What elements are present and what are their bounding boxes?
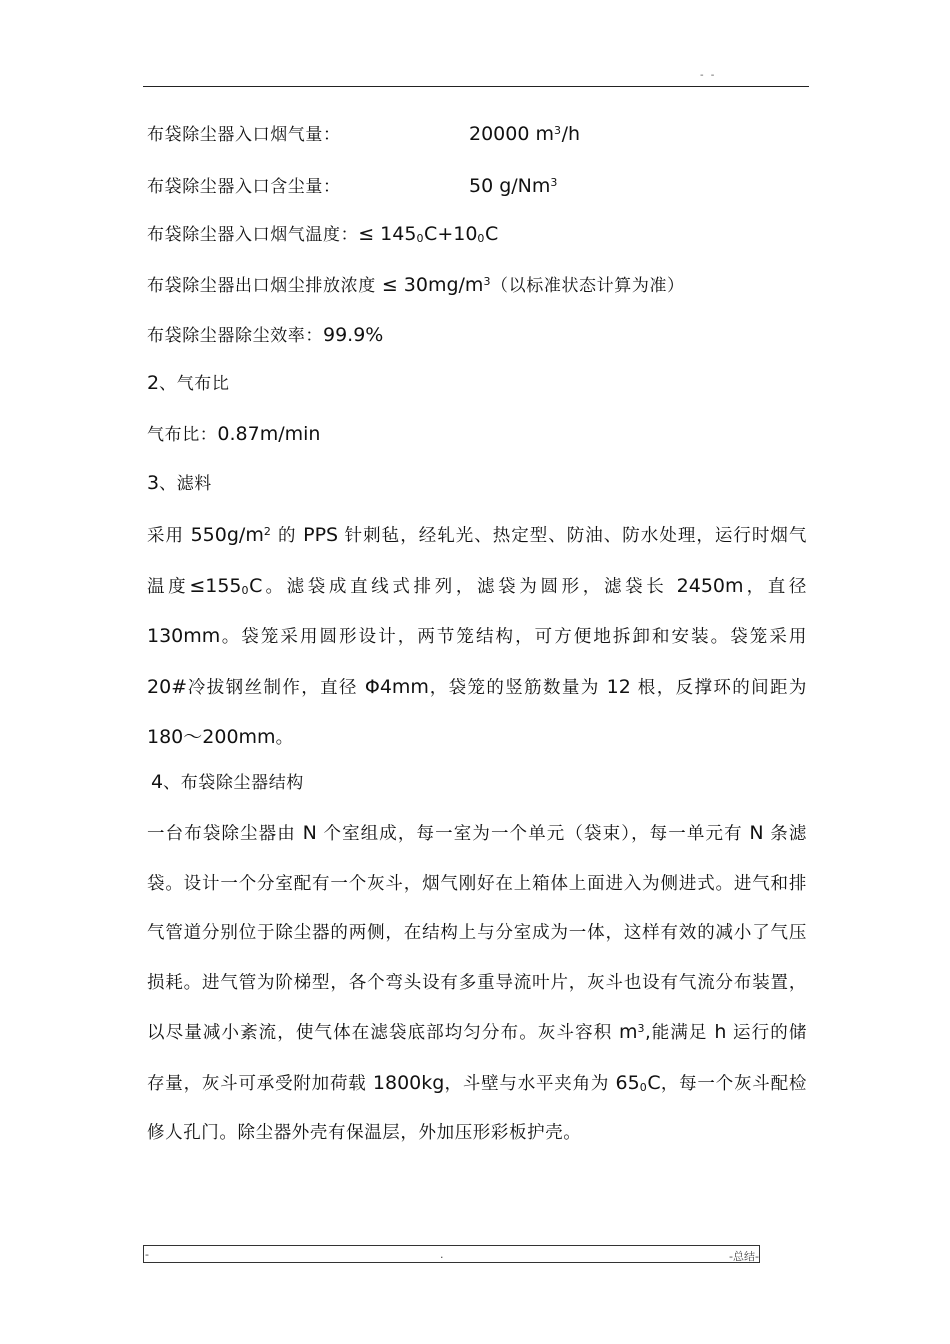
footer-left: -: [145, 1248, 149, 1261]
spec-label: 布袋除尘器出口烟尘排放浓度: [147, 276, 382, 296]
spec-label: 布袋除尘器入口含尘量：: [147, 177, 341, 197]
section-4-heading: 4、布袋除尘器结构: [151, 771, 304, 793]
header-mark: - -: [700, 70, 717, 81]
spec-label: 布袋除尘器入口烟气温度：: [147, 225, 359, 245]
spec-efficiency: 布袋除尘器除尘效率：99.9%: [147, 324, 384, 346]
footer-center: .: [440, 1248, 444, 1261]
spec-inlet-dust: 布袋除尘器入口含尘量： 50 g/Nm$^3$: [147, 175, 559, 197]
spec-inlet-temp: 布袋除尘器入口烟气温度：≤ $145_0C+10_0C$: [147, 223, 499, 245]
spec-label: 布袋除尘器入口烟气量：: [147, 125, 341, 145]
section-3-heading: 3、滤料: [147, 472, 212, 494]
spec-outlet: 布袋除尘器出口烟尘排放浓度 ≤ $30mg/m^3$（以标准状态计算为准）: [147, 274, 685, 296]
section-2-heading: 2、气布比: [147, 372, 230, 394]
page-footer: [143, 1245, 760, 1263]
footer-right: -总结-: [729, 1250, 759, 1263]
filter-media-paragraph: 采用 $550g/m^2$ 的 PPS 针刺毡，经轧光、热定型、防油、防水处理，运行时烟气温度$\le 155_0C$。滤袋成直线式排列，滤袋为圆形，滤袋长 2450m，直径 130mm。袋笼采用圆形设计，两节笼结构，可方便地拆卸和安装。袋笼采用 20#冷拔钢丝制作，直径 Φ4mm，袋笼的竖筋数量为 12 根，反撑环的间距为 180～200mm。: [147, 524, 808, 748]
spec-label: 布袋除尘器除尘效率：: [147, 326, 323, 346]
spec-inlet-flow: 布袋除尘器入口烟气量： 20000 $m^3/h$: [147, 123, 581, 145]
structure-paragraph: 一台布袋除尘器由 N 个室组成，每一室为一个单元（袋束），每一单元有 N 条滤袋。设计一个分室配有一个灰斗，烟气刚好在上箱体上面进入为侧进式。进气和排气管道分别位于除尘器的两侧，在结构上与分室成为一体，这样有效的减小了气压损耗。进气管为阶梯型，各个弯头设有多重导流叶片，灰斗也设有气流分布装置，以尽量减小紊流，使气体在滤袋底部均匀分布。灰斗容积 $m^3$,能满足 h 运行的储存量，灰斗可承受附加荷载 1800kg，斗壁与水平夹角为 $65_0C$，每一个灰斗配检修人孔门。除尘器外壳有保温层，外加压形彩板护壳。: [147, 822, 808, 1143]
air-cloth-ratio: 气布比：0.87m/min: [147, 423, 321, 445]
header-rule: [143, 86, 809, 87]
